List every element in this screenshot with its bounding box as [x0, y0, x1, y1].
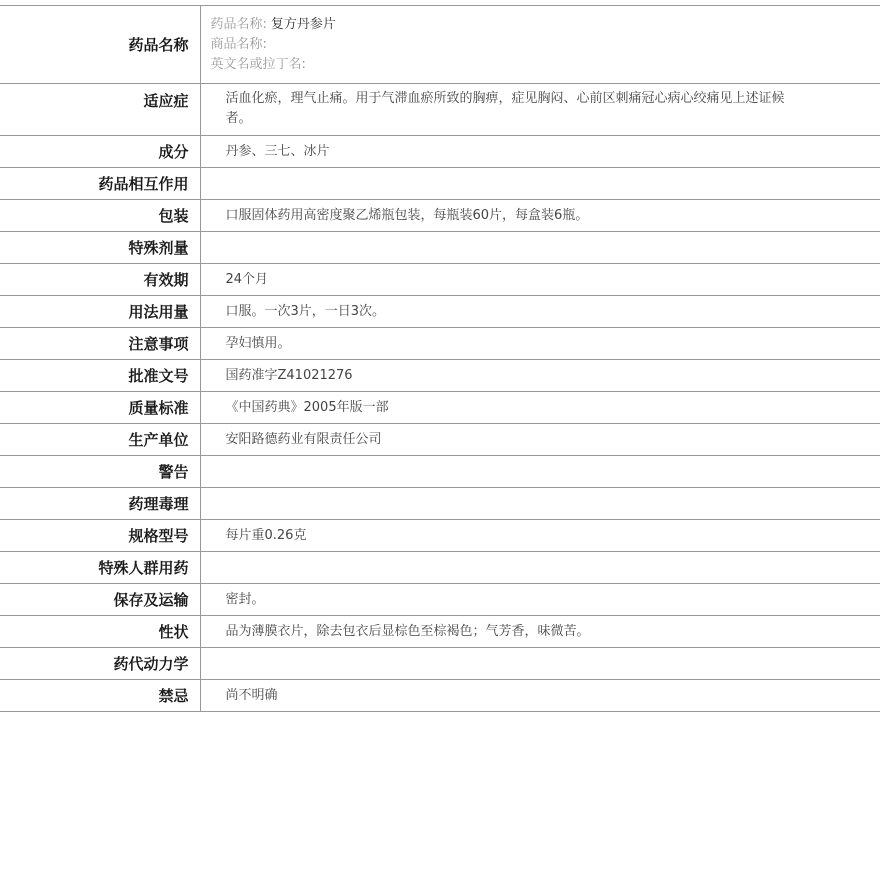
row-value [200, 168, 880, 200]
row-label: 警告 [0, 456, 200, 488]
table-row [0, 328, 880, 360]
row-label: 质量标准 [0, 392, 200, 424]
row-label: 特殊人群用药 [0, 552, 200, 584]
generic-name-key: 药品名称: [210, 17, 267, 32]
generic-name-line [211, 15, 801, 35]
row-value [200, 456, 880, 488]
table-row [0, 136, 880, 168]
row-label: 药代动力学 [0, 648, 200, 680]
table-row [0, 456, 880, 488]
row-value: 品为薄膜衣片，除去包衣后显棕色至棕褐色；气芳香，味微苦。 [200, 616, 880, 648]
row-value: 24个月 [200, 264, 880, 296]
row-label: 药理毒理 [0, 488, 200, 520]
table-row [0, 648, 880, 680]
row-label: 药品相互作用 [0, 168, 200, 200]
table-row [0, 680, 880, 712]
row-value [200, 648, 880, 680]
row-label: 药品名称 [0, 6, 200, 84]
table-row [0, 520, 880, 552]
table-row [0, 232, 880, 264]
table-row [0, 424, 880, 456]
row-label: 批准文号 [0, 360, 200, 392]
row-value: 每片重0.26克 [200, 520, 880, 552]
row-label: 性状 [0, 616, 200, 648]
table-row [0, 296, 880, 328]
row-value [200, 488, 880, 520]
row-value: 口服固体药用高密度聚乙烯瓶包装，每瓶装60片，每盒装6瓶。 [200, 200, 880, 232]
row-label: 保存及运输 [0, 584, 200, 616]
row-label: 生产单位 [0, 424, 200, 456]
row-value: 密封。 [200, 584, 880, 616]
row-label: 禁忌 [0, 680, 200, 712]
row-value: 国药准字Z41021276 [200, 360, 880, 392]
table-row [0, 552, 880, 584]
row-label: 特殊剂量 [0, 232, 200, 264]
row-value: 《中国药典》2005年版一部 [200, 392, 880, 424]
row-value: 活血化瘀，理气止痛。用于气滞血瘀所致的胸痹，症见胸闷、心前区刺痛冠心病心绞痛见上述证候者。 [200, 84, 880, 136]
row-label: 规格型号 [0, 520, 200, 552]
row-value: 安阳路德药业有限责任公司 [200, 424, 880, 456]
row-value [200, 552, 880, 584]
row-label: 适应症 [0, 84, 200, 136]
table-row [0, 584, 880, 616]
row-value: 孕妇慎用。 [200, 328, 880, 360]
table-row [0, 488, 880, 520]
row-drug-name [0, 6, 880, 84]
row-value [200, 232, 880, 264]
row-indication [0, 84, 880, 136]
row-value: 尚不明确 [200, 680, 880, 712]
row-label: 注意事项 [0, 328, 200, 360]
table-row [0, 264, 880, 296]
row-label: 包装 [0, 200, 200, 232]
row-label: 有效期 [0, 264, 200, 296]
drug-info-table [0, 5, 880, 712]
trade-name-line [211, 35, 801, 55]
english-name-line [211, 55, 801, 75]
table-row [0, 200, 880, 232]
drug-name-values [200, 6, 880, 84]
trade-name-key: 商品名称: [210, 37, 267, 52]
drug-info-table-body [0, 6, 880, 712]
english-name-key: 英文名或拉丁名: [210, 57, 306, 72]
row-label: 用法用量 [0, 296, 200, 328]
row-value: 丹参、三七、冰片 [200, 136, 880, 168]
table-row [0, 616, 880, 648]
table-row [0, 168, 880, 200]
row-label: 成分 [0, 136, 200, 168]
table-row [0, 360, 880, 392]
generic-name-value: 复方丹参片 [270, 17, 336, 32]
row-value: 口服。一次3片，一日3次。 [200, 296, 880, 328]
table-row [0, 392, 880, 424]
